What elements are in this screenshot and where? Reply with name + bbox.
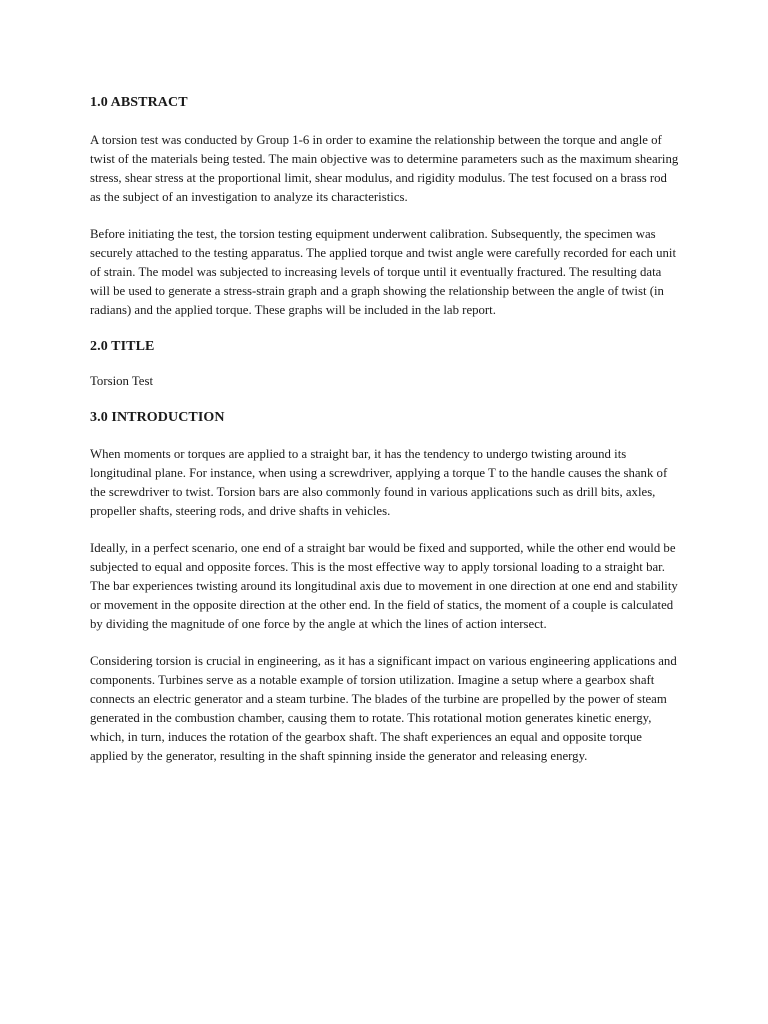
title-heading: 2.0 TITLE <box>90 339 155 354</box>
abstract-paragraph-1: A torsion test was conducted by Group 1-6 in order to examine the relationship between the torque and angle of twist of the materials being tested. The main objective was to determine parameters such as the maximum shearing stress, shear stress at the proportional limit, shear modulus, and rigidity modulus. The test focused on a brass rod as the subject of an investigation to analyze its characteristics. <box>90 133 679 204</box>
introduction-heading: 3.0 INTRODUCTION <box>90 410 225 425</box>
introduction-paragraph-1: When moments or torques are applied to a straight bar, it has the tendency to undergo twisting around its longitudinal plane. For instance, when using a screwdriver, applying a torque T to the handle causes the shank of the screwdriver to twist. Torsion bars are also commonly found in various applications such as drill bits, axles, propeller shafts, steering rods, and drive shafts in vehicles. <box>90 447 668 518</box>
abstract-paragraph-2: Before initiating the test, the torsion testing equipment underwent calibration. Subsequently, the specimen was securely attached to the testing apparatus. The applied torque and twist angle were carefully recorded for each unit of strain. The model was subjected to increasing levels of torque until it eventually fractured. The resulting data will be used to generate a stress-strain graph and a graph showing the relationship between the angle of twist (in radians) and the applied torque. These graphs will be included in the lab report. <box>90 227 677 317</box>
introduction-paragraph-3: Considering torsion is crucial in engineering, as it has a significant impact on various engineering applications and components. Turbines serve as a notable example of torsion utilization. Imagine a setup where a gearbox shaft connects an electric generator and a steam turbine. The blades of the turbine are propelled by the power of steam generated in the combustion chamber, causing them to rotate. This rotational motion generates kinetic energy, which, in turn, induces the rotation of the gearbox shaft. The shaft experiences an equal and opposite torque applied by the generator, resulting in the shaft spinning inside the generator and releasing energy. <box>90 654 677 763</box>
abstract-heading: 1.0 ABSTRACT <box>90 95 188 110</box>
introduction-paragraph-2: Ideally, in a perfect scenario, one end of a straight bar would be fixed and supported, while the other end would be subjected to equal and opposite forces. This is the most effective way to apply torsional loading to a straight bar. The bar experiences twisting around its longitudinal axis due to movement in one direction at one end and stability or movement in the opposite direction at the other end. In the field of statics, the moment of a couple is calculated by dividing the magnitude of one force by the angle at which the lines of action intersect. <box>90 541 678 631</box>
title-text: Torsion Test <box>90 374 154 388</box>
document-page <box>90 94 680 766</box>
